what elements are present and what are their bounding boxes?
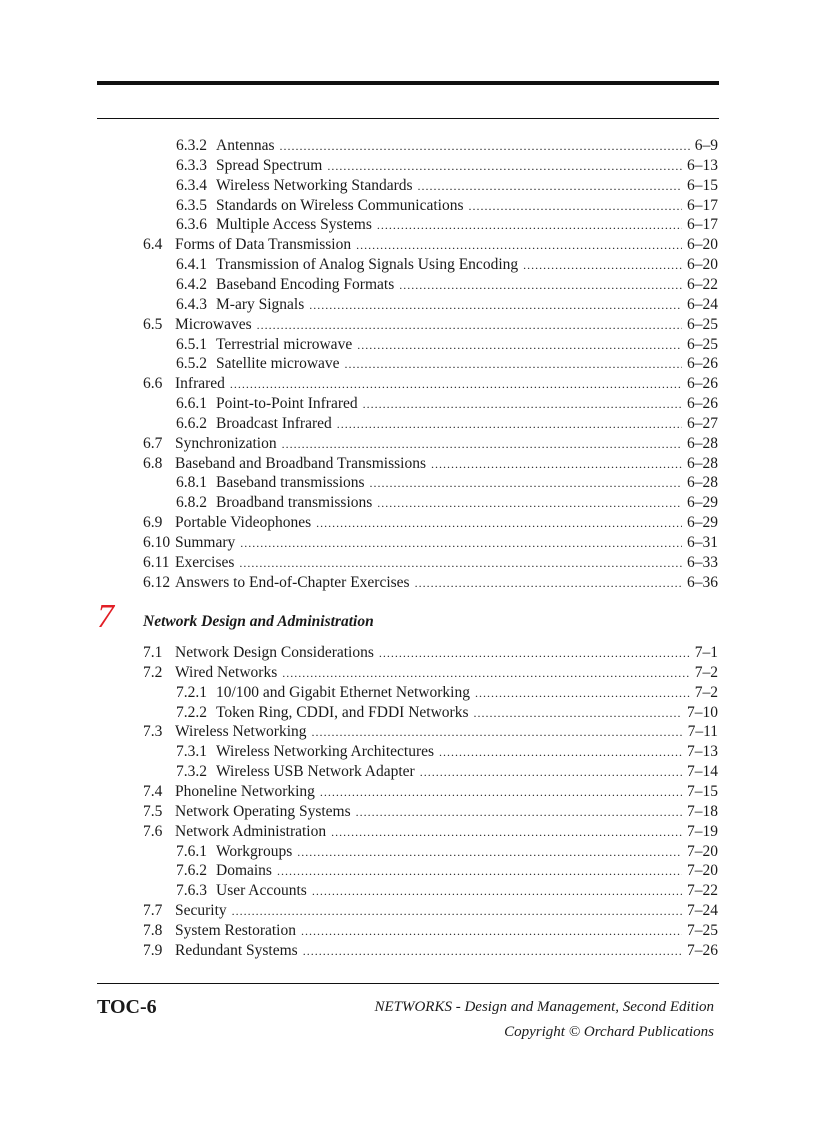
toc-entry-page: 6–28 (687, 434, 718, 452)
toc-entry-title: Wired Networks (175, 663, 278, 681)
toc-entry[interactable] (143, 315, 718, 335)
toc-leader-dots (377, 493, 682, 513)
chapter-title: Network Design and Administration (143, 613, 374, 630)
toc-entry-page: 7–11 (687, 723, 718, 741)
toc-entry[interactable] (176, 354, 718, 374)
toc-entry[interactable] (143, 802, 718, 822)
toc-entry[interactable] (176, 683, 718, 703)
toc-leader-dots (439, 742, 682, 762)
toc-entry-title: Satellite microwave (216, 355, 340, 373)
toc-leader-dots (277, 861, 682, 881)
toc-entry-title: System Restoration (175, 921, 296, 939)
toc-entry[interactable] (143, 822, 718, 842)
toc-entry-number: 6.7 (143, 434, 163, 452)
toc-entry[interactable] (176, 136, 718, 156)
toc-entry-number: 7.6.1 (176, 842, 207, 860)
toc-entry-page: 7–10 (687, 703, 718, 721)
copyright-line: Copyright © Orchard Publications (504, 1024, 714, 1040)
toc-entry-title: Point-to-Point Infrared (216, 395, 358, 413)
toc-entry-page: 6–25 (687, 335, 718, 353)
toc-entry-page: 6–20 (687, 236, 718, 254)
toc-entry[interactable] (143, 533, 718, 553)
toc-entry-title: Antennas (216, 137, 275, 154)
toc-entry-title: Network Operating Systems (175, 802, 351, 820)
toc-leader-dots (257, 315, 682, 335)
toc-entry-title: Broadband transmissions (216, 494, 373, 512)
toc-entry-page: 6–28 (687, 474, 718, 492)
toc-entry-number: 6.3.6 (176, 216, 207, 234)
toc-entry[interactable] (176, 196, 718, 216)
toc-entry[interactable] (143, 782, 718, 802)
toc-entry-number: 6.3.5 (176, 196, 207, 214)
toc-entry-number: 6.12 (143, 573, 171, 591)
toc-entry[interactable] (176, 215, 718, 235)
book-title: NETWORKS - Design and Management, Second Edition (374, 999, 714, 1015)
toc-entry-page: 6–20 (687, 256, 718, 274)
toc-entry[interactable] (176, 394, 718, 414)
toc-leader-dots (320, 782, 682, 802)
toc-leader-dots (239, 553, 682, 573)
toc-leader-dots (523, 255, 682, 275)
toc-entry-page: 7–14 (687, 763, 718, 781)
toc-entry[interactable] (143, 573, 718, 593)
toc-entry[interactable] (176, 493, 718, 513)
toc-entry-page: 7–20 (687, 862, 718, 880)
toc-entry-title: Terrestrial microwave (216, 335, 353, 353)
toc-entry-title: Synchronization (175, 434, 277, 452)
toc-entry-title: Network Administration (175, 822, 327, 840)
toc-entry-page: 6–26 (687, 375, 718, 393)
toc-entry-number: 6.4.3 (176, 295, 207, 313)
toc-entry-number: 7.6 (143, 822, 163, 840)
toc-entry-number: 7.9 (143, 941, 163, 959)
toc-entry[interactable] (176, 335, 718, 355)
toc-leader-dots (474, 703, 683, 723)
toc-entry-number: 6.6.2 (176, 414, 207, 432)
toc-entry-title: Workgroups (216, 842, 293, 860)
toc-entry-number: 6.5 (143, 315, 163, 333)
chapter-number: 7 (97, 598, 114, 635)
toc-leader-dots (431, 454, 682, 474)
toc-entry-number: 6.5.2 (176, 355, 207, 373)
toc-entry-number: 6.6 (143, 375, 163, 393)
toc-entry-title: Spread Spectrum (216, 156, 323, 174)
toc-entry-page: 6–22 (687, 275, 718, 293)
toc-entry[interactable] (176, 414, 718, 434)
toc-entry-number: 6.9 (143, 514, 163, 532)
toc-entry-number: 6.4.2 (176, 275, 207, 293)
toc-leader-dots (415, 573, 682, 593)
toc-leader-dots (356, 802, 682, 822)
toc-entry-title: Redundant Systems (175, 941, 298, 959)
toc-entry[interactable] (143, 901, 718, 921)
toc-leader-dots (331, 822, 682, 842)
toc-leader-dots (370, 473, 682, 493)
toc-entry-number: 7.4 (143, 782, 163, 800)
toc-entry-title: Forms of Data Transmission (175, 236, 352, 254)
toc-entry-number: 7.2.2 (176, 703, 207, 721)
toc-entry[interactable] (143, 663, 718, 683)
toc-leader-dots (301, 921, 682, 941)
footer-rule (97, 983, 719, 984)
toc-leader-dots (312, 881, 682, 901)
toc-entry-page: 6–9 (694, 137, 718, 154)
toc-entry[interactable] (176, 295, 718, 315)
toc-entry-number: 7.3.2 (176, 763, 207, 781)
toc-leader-dots (316, 513, 682, 533)
toc-entry-page: 6–29 (687, 514, 718, 532)
toc-entry-title: Domains (216, 862, 272, 880)
toc-entry-number: 6.4 (143, 236, 163, 254)
toc-leader-dots (327, 156, 682, 176)
toc-entry[interactable] (143, 941, 718, 961)
toc-entry-page: 7–22 (687, 882, 718, 900)
toc-entry-page: 7–19 (687, 822, 718, 840)
toc-leader-dots (309, 295, 682, 315)
toc-entry[interactable] (176, 275, 718, 295)
toc-entry[interactable] (143, 553, 718, 573)
toc-entry-number: 6.3.3 (176, 156, 207, 174)
toc-entry[interactable] (176, 861, 718, 881)
toc-entry[interactable] (176, 762, 718, 782)
toc-entry-number: 7.6.3 (176, 882, 207, 900)
toc-entry-title: M-ary Signals (216, 295, 305, 313)
toc-entry-page: 6–26 (687, 355, 718, 373)
toc-entry-number: 7.8 (143, 921, 163, 939)
toc-entry-page: 6–17 (687, 216, 718, 234)
toc-leader-dots (399, 275, 682, 295)
toc-entry-number: 7.3.1 (176, 743, 207, 761)
header-rule-thick (97, 81, 719, 85)
toc-leader-dots (312, 722, 683, 742)
toc-entry-number: 6.3.2 (176, 137, 207, 154)
toc-entry-page: 7–1 (694, 644, 718, 661)
toc-entry-title: User Accounts (216, 882, 307, 900)
toc-entry-title: Exercises (175, 553, 235, 571)
toc-entry-number: 7.2.1 (176, 683, 207, 701)
toc-entry-page: 6–31 (687, 534, 718, 551)
toc-entry-title: Wireless Networking Standards (216, 176, 413, 194)
toc-leader-dots (356, 235, 682, 255)
toc-leader-dots (230, 374, 682, 394)
toc-entry-title: Security (175, 902, 227, 920)
toc-entry-title: Answers to End-of-Chapter Exercises (175, 573, 410, 591)
toc-leader-dots (297, 842, 682, 862)
toc-entry-title: Microwaves (175, 315, 252, 333)
toc-leader-dots (282, 663, 690, 683)
toc-entry-number: 6.8 (143, 454, 163, 472)
toc-entry[interactable] (176, 176, 718, 196)
toc-entry-number: 7.7 (143, 902, 163, 920)
toc-entry-page: 6–24 (687, 295, 718, 313)
toc-entry-title: Multiple Access Systems (216, 216, 372, 234)
toc-leader-dots (363, 394, 682, 414)
toc-leader-dots (357, 335, 682, 355)
toc-entry[interactable] (176, 156, 718, 176)
toc-entry[interactable] (143, 643, 718, 663)
toc-entry-title: Baseband Encoding Formats (216, 275, 395, 293)
toc-entry-title: Standards on Wireless Communications (216, 196, 464, 214)
toc-entry-number: 7.6.2 (176, 862, 207, 880)
toc-entry-number: 6.11 (143, 553, 170, 571)
toc-entry-page: 6–13 (687, 156, 718, 174)
toc-leader-dots (280, 136, 690, 156)
toc-leader-dots (469, 196, 683, 216)
toc-leader-dots (232, 901, 682, 921)
toc-entry-number: 7.5 (143, 802, 163, 820)
toc-entry-page: 7–25 (687, 921, 718, 939)
toc-entry-page: 6–33 (687, 553, 718, 571)
toc-entry[interactable] (176, 842, 718, 862)
toc-entry-number: 6.4.1 (176, 256, 207, 274)
toc-entry-page: 7–2 (694, 683, 718, 701)
header-rule-thin (97, 118, 719, 119)
toc-entry-number: 6.5.1 (176, 335, 207, 353)
toc-entry-page: 6–28 (687, 454, 718, 472)
toc-entry[interactable] (176, 255, 718, 275)
toc-entry[interactable] (143, 454, 718, 474)
toc-entry-number: 7.2 (143, 663, 163, 681)
toc-entry[interactable] (176, 881, 718, 901)
toc-entry-page: 7–18 (687, 802, 718, 820)
toc-entry-title: Wireless USB Network Adapter (216, 763, 415, 781)
toc-entry-title: Token Ring, CDDI, and FDDI Networks (216, 703, 469, 721)
toc-entry-page: 7–2 (694, 663, 718, 681)
page-label: TOC-6 (97, 996, 157, 1018)
toc-entry-number: 6.8.1 (176, 474, 207, 492)
toc-entry-page: 7–24 (687, 902, 718, 920)
toc-entry-number: 6.8.2 (176, 494, 207, 512)
toc-entry-page: 6–25 (687, 315, 718, 333)
toc-entry-page: 6–15 (687, 176, 718, 194)
toc-entry[interactable] (143, 434, 718, 454)
toc-entry[interactable] (143, 513, 718, 533)
toc-entry-title: Transmission of Analog Signals Using Encoding (216, 256, 519, 274)
toc-entry-number: 7.3 (143, 723, 163, 741)
toc-entry-page: 6–17 (687, 196, 718, 214)
toc-leader-dots (475, 683, 690, 703)
toc-leader-dots (418, 176, 682, 196)
toc-entry-page: 6–27 (687, 414, 718, 432)
toc-leader-dots (420, 762, 682, 782)
toc-entry-number: 6.10 (143, 534, 171, 551)
toc-leader-dots (240, 533, 682, 553)
toc-entry[interactable] (176, 742, 718, 762)
toc-entry[interactable] (143, 921, 718, 941)
toc-entry-title: Phoneline Networking (175, 782, 315, 800)
toc-entry-title: Portable Videophones (175, 514, 312, 532)
toc-entry-title: Baseband transmissions (216, 474, 365, 492)
toc-entry-title: Broadcast Infrared (216, 414, 332, 432)
toc-entry[interactable] (143, 235, 718, 255)
toc-entry[interactable] (176, 473, 718, 493)
toc-entry-title: Wireless Networking Architectures (216, 743, 435, 761)
toc-entry[interactable] (143, 374, 718, 394)
toc-leader-dots (337, 414, 682, 434)
toc-entry-title: 10/100 and Gigabit Ethernet Networking (216, 683, 470, 701)
toc-entry-page: 7–15 (687, 782, 718, 800)
toc-entry-number: 7.1 (143, 644, 163, 661)
toc-entry-number: 6.6.1 (176, 395, 207, 413)
toc-entry-page: 6–36 (687, 573, 718, 591)
toc-entry-page: 6–29 (687, 494, 718, 512)
toc-entry-page: 7–20 (687, 842, 718, 860)
toc-leader-dots (282, 434, 682, 454)
toc-entry-title: Network Design Considerations (175, 644, 374, 661)
toc-leader-dots (345, 354, 682, 374)
toc-entry[interactable] (143, 722, 718, 742)
toc-entry-page: 6–26 (687, 395, 718, 413)
toc-entry-page: 7–13 (687, 743, 718, 761)
toc-entry-page: 7–26 (687, 941, 718, 959)
toc-entry-title: Wireless Networking (175, 723, 307, 741)
toc-leader-dots (377, 215, 682, 235)
toc-entry-title: Infrared (175, 375, 225, 393)
toc-entry-number: 6.3.4 (176, 176, 207, 194)
toc-leader-dots (303, 941, 682, 961)
toc-entry-title: Summary (175, 534, 236, 551)
toc-entry-title: Baseband and Broadband Transmissions (175, 454, 427, 472)
toc-leader-dots (379, 643, 690, 663)
toc-entry[interactable] (176, 703, 718, 723)
